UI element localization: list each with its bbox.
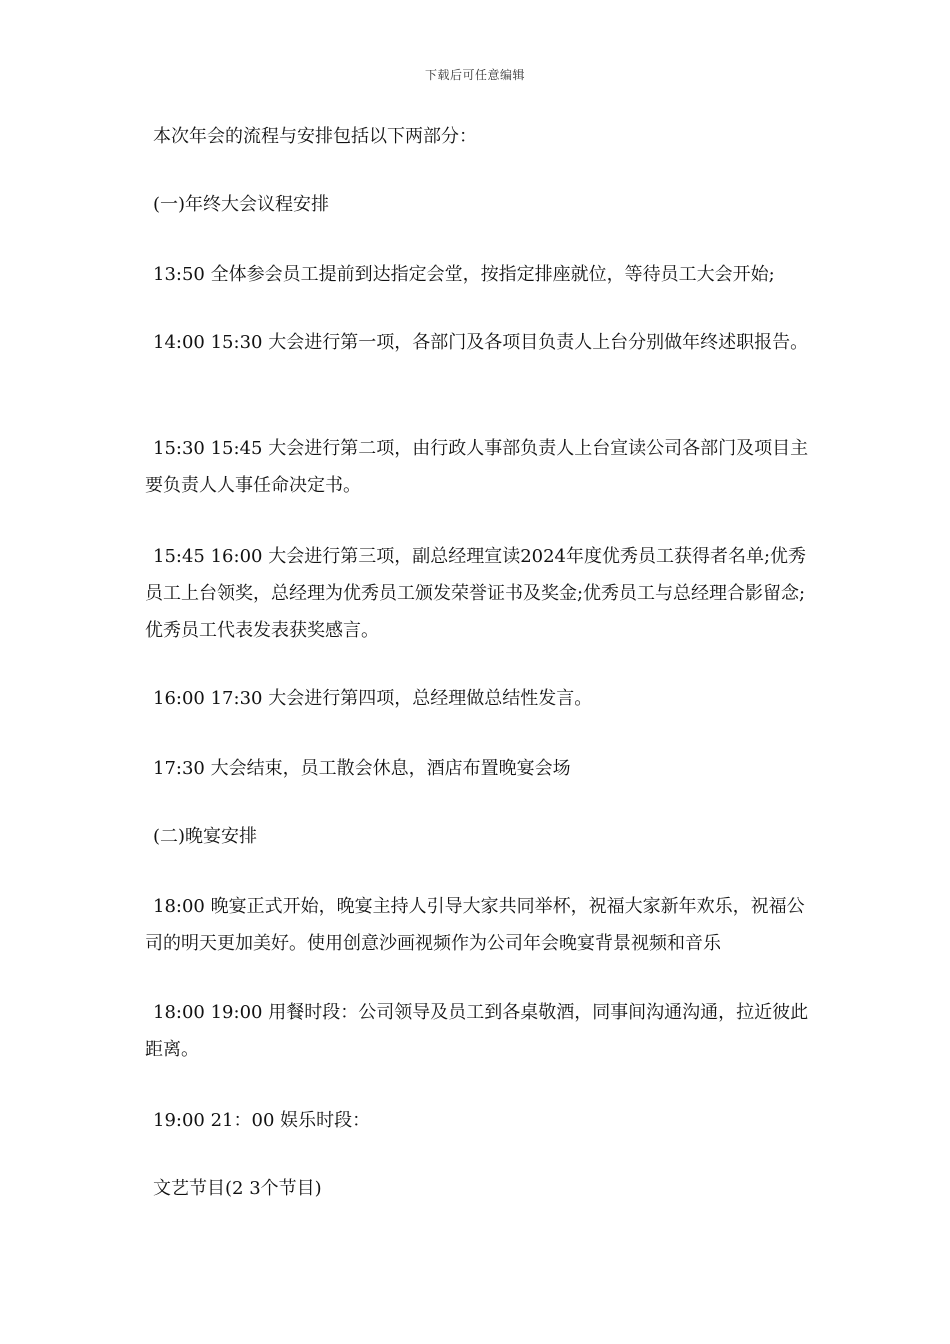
paragraph-intro: 本次年会的流程与安排包括以下两部分： bbox=[153, 126, 477, 147]
page-header: 下载后可任意编辑 bbox=[424, 68, 525, 82]
section-heading-meeting: (一)年终大会议程安排 bbox=[153, 194, 330, 215]
banquet-item-dining: 18:00 19:00 用餐时段：公司领导及员工到各桌敬酒，同事间沟通沟通，拉近彼此距离。 bbox=[145, 1002, 809, 1060]
agenda-item-1530: 15:30 15:45 大会进行第二项，由行政人事部负责人上台宣读公司各部门及项目主要负责人人事任命决定书。 bbox=[145, 438, 809, 496]
banquet-item-performances: 文艺节目(2 3个节目) bbox=[153, 1178, 322, 1199]
agenda-item-1600: 16:00 17:30 大会进行第四项，总经理做总结性发言。 bbox=[153, 688, 593, 709]
agenda-item-1730: 17:30 大会结束，员工散会休息，酒店布置晚宴会场 bbox=[153, 758, 571, 779]
banquet-item-1800: 18:00 晚宴正式开始，晚宴主持人引导大家共同举杯，祝福大家新年欢乐，祝福公司的明天更加美好。使用创意沙画视频作为公司年会晚宴背景视频和音乐 bbox=[145, 896, 805, 954]
agenda-item-1350: 13:50 全体参会员工提前到达指定会堂，按指定排座就位，等待员工大会开始; bbox=[153, 264, 775, 285]
agenda-item-1545: 15:45 16:00 大会进行第三项，副总经理宣读2024年度优秀员工获得者名单;优秀员工上台领奖，总经理为优秀员工颁发荣誉证书及奖金;优秀员工与总经理合影留念;优秀员工代表发表获奖感言。 bbox=[145, 546, 807, 641]
banquet-item-entertainment: 19:00 21：00 娱乐时段： bbox=[153, 1110, 371, 1131]
section-heading-banquet: (二)晚宴安排 bbox=[153, 826, 258, 847]
agenda-item-1400: 14:00 15:30 大会进行第一项，各部门及各项目负责人上台分别做年终述职报告。 bbox=[153, 332, 809, 353]
